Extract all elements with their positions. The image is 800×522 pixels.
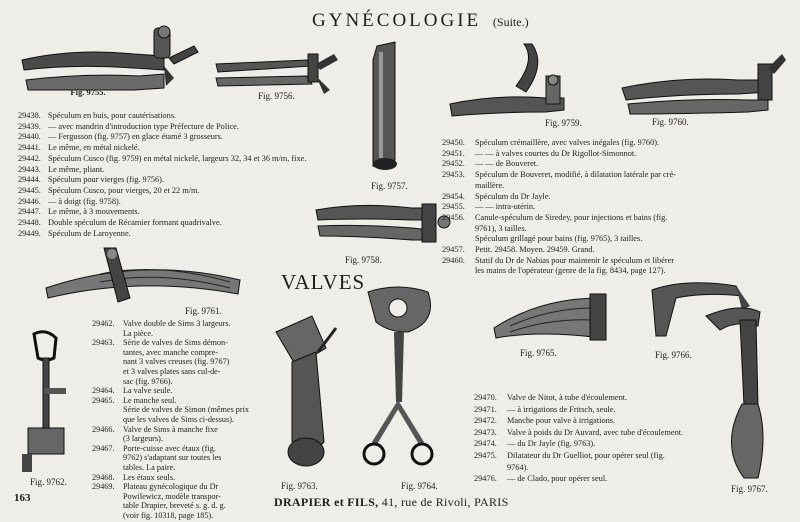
catalog-number — [92, 453, 123, 463]
catalog-description: — avec mandrin d'introduction type Préfecture de Police. — [48, 121, 239, 131]
catalog-entry — [442, 149, 787, 160]
catalog-number: 29471. — [474, 404, 497, 414]
fig-9766-caption: Fig. 9766. — [655, 350, 692, 360]
fig-9760-caption: Fig. 9760. — [652, 117, 689, 127]
catalog-list-valves-other — [474, 392, 774, 485]
fig-9759-caption: Fig. 9759. — [545, 118, 582, 128]
catalog-number: 29444. — [18, 175, 41, 185]
catalog-number — [92, 434, 123, 444]
catalog-entry — [442, 138, 787, 149]
catalog-description: Spéculum en buis, pour cautérisations. — [48, 111, 177, 120]
catalog-number: 29457. — [442, 245, 465, 255]
fig-9762-caption: Fig. 9762. — [30, 477, 67, 487]
porte-cuisse-9762-illustration — [16, 328, 76, 478]
catalog-number: 29440. — [18, 132, 41, 142]
catalog-entry — [92, 501, 272, 511]
catalog-description: Dilatateur du Dr Guelliot, pour opérer seul (fig. — [507, 450, 665, 460]
catalog-entry — [92, 329, 272, 339]
catalog-entry — [92, 415, 272, 425]
catalog-entry — [442, 256, 787, 267]
catalog-description: Statif du Dr de Nabias pour maintenir le spéculum et libérer — [475, 255, 675, 265]
catalog-description: 9762) s'adaptant sur toutes les — [123, 453, 222, 463]
catalog-number: 29453. — [442, 170, 465, 180]
catalog-description: Valve de Sims à manche fixe — [123, 424, 218, 434]
catalog-number — [92, 492, 123, 502]
catalog-number — [92, 511, 123, 521]
catalog-description: Le même, à 3 mouvements. — [48, 207, 140, 217]
catalog-entry — [474, 427, 774, 439]
catalog-entry — [92, 386, 272, 396]
catalog-entry — [474, 415, 774, 427]
publisher-name: DRAPIER et FILS, — [274, 495, 379, 509]
catalog-number: 29442. — [18, 153, 41, 163]
fig-9756-caption: Fig. 9756. — [258, 91, 295, 101]
catalog-entry — [474, 462, 774, 474]
catalog-number: 29475. — [474, 450, 497, 460]
catalog-entry — [18, 154, 363, 165]
speculum-9759-illustration — [446, 40, 586, 125]
catalog-description: Porte-cuisse avec étaux (fig. — [123, 443, 216, 453]
catalog-description: table Drapier, breveté s. g. d. g. — [123, 501, 226, 511]
fig-9758-caption: Fig. 9758. — [345, 255, 382, 265]
catalog-number — [92, 367, 123, 377]
catalog-entry — [92, 444, 272, 454]
catalog-entry — [92, 463, 272, 473]
fig-9763-caption: Fig. 9763. — [281, 481, 318, 491]
section-heading-valves: VALVES — [281, 270, 366, 294]
catalog-number: 29469. — [92, 482, 115, 492]
catalog-number: 29464. — [92, 386, 115, 396]
catalog-description: Série de valves de Simon (mêmes prix — [123, 405, 249, 415]
title-suite: (Suite.) — [492, 15, 529, 29]
canule-9761-illustration — [40, 236, 250, 311]
catalog-entry — [442, 192, 787, 203]
catalog-entry — [442, 245, 787, 256]
speculum-9757-illustration — [365, 40, 415, 180]
catalog-description: — — à valves courtes du Dr Rigollot-Simonnot. — [475, 148, 637, 158]
catalog-description: Le même, en métal nickelé. — [48, 143, 140, 153]
catalog-entry — [442, 234, 787, 245]
catalog-description: Powilewicz, modèle transpor- — [123, 491, 221, 501]
publisher-address: 41, rue de Rivoli, PARIS — [381, 495, 509, 509]
catalog-entry — [92, 453, 272, 463]
fig-9757-caption: Fig. 9757. — [371, 181, 408, 191]
catalog-entry — [18, 218, 363, 229]
catalog-description: que les valves de Sims ci-dessus). — [123, 414, 234, 424]
catalog-number — [92, 415, 123, 425]
catalog-number — [442, 266, 475, 277]
catalog-entry — [92, 425, 272, 435]
speculum-9755-illustration — [14, 18, 204, 98]
catalog-entry — [92, 357, 272, 367]
catalog-number: 29447. — [18, 207, 41, 217]
catalog-description: Spéculum du Dr Jayle. — [475, 191, 551, 201]
catalog-description: Spéculum pour vierges (fig. 9756). — [48, 175, 164, 185]
catalog-description: sac (fig. 9766). — [123, 376, 173, 386]
catalog-entry — [442, 170, 787, 181]
catalog-number: 29470. — [474, 393, 497, 402]
catalog-number: 29438. — [18, 111, 41, 120]
catalog-entry — [92, 473, 272, 483]
catalog-entry — [18, 122, 363, 133]
catalog-description: (3 largeurs). — [123, 434, 163, 444]
catalog-number: 29463. — [92, 338, 115, 348]
catalog-entry — [474, 392, 774, 404]
catalog-number — [474, 462, 507, 474]
title-text: GYNÉCOLOGIE — [312, 10, 482, 31]
catalog-entry — [18, 132, 363, 143]
catalog-entry — [442, 202, 787, 213]
catalog-entry — [92, 396, 272, 406]
catalog-description: Valve double de Sims 3 largeurs. — [123, 319, 231, 328]
catalog-list-speculums-a — [18, 111, 363, 239]
catalog-description: Spéculum grillagé pour bains (fig. 9765), 3 tailles. — [475, 234, 643, 244]
catalog-number: 29462. — [92, 319, 115, 328]
catalog-description: Le manche seul. — [123, 395, 177, 405]
catalog-number: 29452. — [442, 159, 465, 169]
catalog-description: Spéculum crémaillère, avec valves inégales (fig. 9760). — [475, 138, 660, 147]
catalog-entry — [18, 143, 363, 154]
catalog-description: et 3 valves plates sans cul-de- — [123, 366, 221, 376]
catalog-entry — [92, 405, 272, 415]
catalog-entry — [442, 266, 787, 277]
catalog-number: 29448. — [18, 218, 41, 228]
catalog-entry — [474, 438, 774, 450]
catalog-description: — Fergusson (fig. 9757) en glace étamé 3 grosseurs. — [48, 132, 223, 142]
catalog-entry — [18, 186, 363, 197]
catalog-description: Valve à poids du Dr Auvard, avec tube d'écoulement. — [507, 427, 684, 437]
catalog-description: — — de Bouveret. — [475, 159, 539, 169]
catalog-description: Spéculum de Laroyenne. — [48, 228, 131, 238]
catalog-description: Spéculum de Bouveret, modifié, à dilatation latérale par cré- — [475, 170, 676, 180]
catalog-number — [92, 377, 123, 387]
catalog-description: — — intra-utérin. — [475, 202, 536, 212]
catalog-entry — [474, 404, 774, 416]
catalog-description: Petit. 29458. Moyen. 29459. Grand. — [475, 245, 595, 255]
catalog-description: — à doigt (fig. 9758). — [48, 196, 121, 206]
catalog-description: Les étaux seuls. — [123, 472, 176, 482]
catalog-number — [442, 224, 475, 235]
catalog-entry — [474, 473, 774, 485]
catalog-description: (voir fig. 10318, page 185). — [123, 510, 214, 520]
catalog-description: 9764). — [507, 462, 529, 472]
catalog-entry — [442, 181, 787, 192]
fig-9764-caption: Fig. 9764. — [401, 481, 438, 491]
catalog-description: — du Dr Jayle (fig. 9763). — [507, 439, 596, 449]
catalog-number: 29443. — [18, 164, 41, 174]
catalog-description: Le même, pliant. — [48, 164, 105, 174]
catalog-entry — [92, 377, 272, 387]
catalog-number: 29466. — [92, 424, 115, 434]
catalog-description: les mains de l'opérateur (genre de la fig. 8434, page 127). — [475, 266, 666, 276]
catalog-entry — [18, 197, 363, 208]
catalog-description: Série de valves de Sims démon- — [123, 338, 228, 348]
catalog-entry — [92, 338, 272, 348]
valve-9763-illustration — [266, 312, 346, 482]
catalog-number: 29449. — [18, 228, 41, 238]
catalog-number: 29439. — [18, 121, 41, 131]
catalog-description: Spéculum Cusco, pour vierges, 20 et 22 m/m. — [48, 185, 200, 195]
catalog-entry — [92, 434, 272, 444]
catalog-description: Canule-spéculum de Siredey, pour injections et bains (fig. — [475, 212, 668, 222]
page-title — [312, 10, 529, 32]
catalog-number — [92, 501, 123, 511]
catalog-entry — [474, 450, 774, 462]
catalog-description: La pièce. — [123, 328, 153, 338]
catalog-description: 9761), 3 tailles. — [475, 223, 527, 233]
catalog-number: 29451. — [442, 148, 465, 158]
dilatateur-9764-illustration — [358, 282, 448, 482]
catalog-number — [442, 181, 475, 192]
catalog-number: 29472. — [474, 416, 497, 426]
fig-9755-caption: Fig. 9755. — [70, 87, 106, 97]
catalog-description: Manche pour valve à irrigations. — [507, 416, 616, 426]
catalog-number: 29473. — [474, 427, 497, 437]
catalog-entry — [92, 348, 272, 358]
catalog-number: 29441. — [18, 143, 41, 153]
speculum-grille-9765-illustration — [490, 288, 615, 346]
page-number: 163 — [14, 492, 31, 504]
publisher-footer — [274, 495, 509, 510]
catalog-description: maillère. — [475, 180, 505, 190]
catalog-entry — [18, 175, 363, 186]
catalog-entry — [18, 207, 363, 218]
catalog-list-speculums-b — [442, 138, 787, 277]
catalog-number: 29450. — [442, 138, 465, 147]
catalog-description: nant 3 valves creuses (fig. 9767) — [123, 357, 230, 367]
catalog-number: 29468. — [92, 472, 115, 482]
catalog-number: 29474. — [474, 439, 497, 449]
catalog-description: Double spéculum de Récamier formant quadrivalve. — [48, 218, 222, 228]
catalog-entry — [18, 165, 363, 176]
catalog-number: 29445. — [18, 185, 41, 195]
catalog-number — [92, 405, 123, 415]
catalog-description: Spéculum Cusco (fig. 9759) en métal nickelé, largeurs 32, 34 et 36 m/m, fixe. — [48, 153, 307, 163]
speculum-9756-illustration — [212, 46, 342, 96]
catalog-number: 29460. — [442, 255, 465, 265]
catalog-entry — [442, 213, 787, 224]
catalog-description: — de Clado, pour opérer seul. — [507, 474, 608, 484]
catalog-number — [92, 463, 123, 473]
fig-9761-caption: Fig. 9761. — [185, 306, 222, 316]
fig-9767-caption: Fig. 9767. — [731, 484, 768, 494]
catalog-entry — [92, 511, 272, 521]
catalog-entry — [442, 159, 787, 170]
catalog-number: 29446. — [18, 196, 41, 206]
catalog-number: 29454. — [442, 191, 465, 201]
catalog-entry — [92, 367, 272, 377]
catalog-description: La valve seule. — [123, 386, 173, 396]
speculum-9760-illustration — [618, 44, 788, 124]
catalog-entry — [18, 111, 363, 122]
fig-9765-caption: Fig. 9765. — [520, 348, 557, 358]
catalog-description: Valve de Nitot, à tube d'écoulement. — [507, 393, 628, 402]
catalog-entry — [442, 224, 787, 235]
catalog-number: 29465. — [92, 395, 115, 405]
catalog-entry — [92, 492, 272, 502]
catalog-number — [92, 348, 123, 358]
catalog-entry — [92, 319, 272, 329]
catalog-description: tables. La paire. — [123, 462, 176, 472]
catalog-number: 29456. — [442, 212, 465, 222]
catalog-entry — [92, 482, 272, 492]
catalog-number — [92, 357, 123, 367]
catalog-description: — à irrigations de Fritsch, seule. — [507, 404, 616, 414]
catalog-number: 29476. — [474, 474, 497, 484]
catalog-number — [92, 329, 123, 339]
catalog-entry — [18, 229, 363, 240]
catalog-list-valves-sims — [92, 319, 272, 520]
catalog-description: tantes, avec manche compre- — [123, 347, 219, 357]
catalog-number: 29467. — [92, 443, 115, 453]
catalog-description: Plateau gynécologique du Dr — [123, 482, 219, 492]
catalog-number — [442, 234, 475, 245]
catalog-number: 29455. — [442, 202, 465, 212]
